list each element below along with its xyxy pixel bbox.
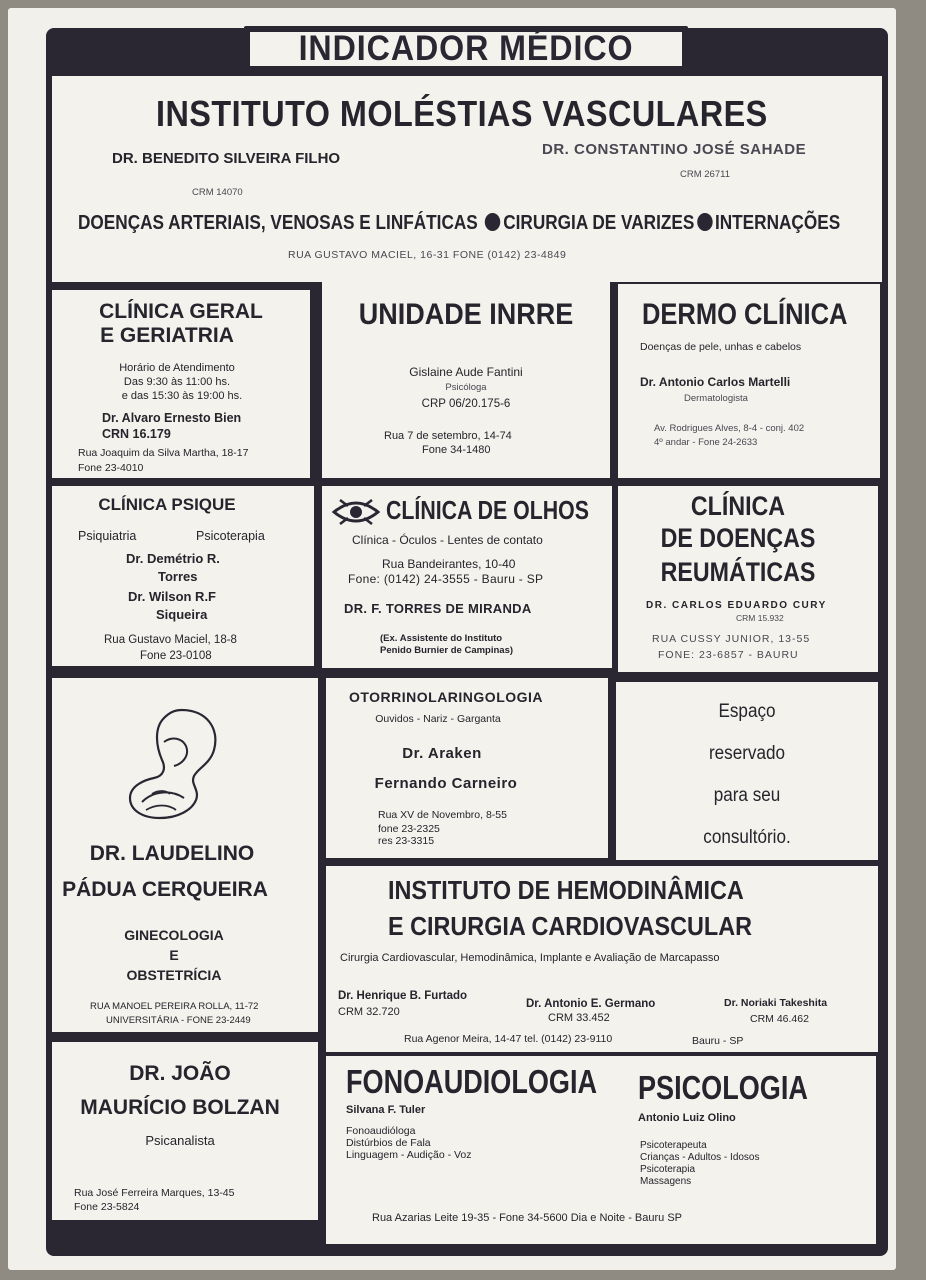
page-title-banner [244,26,688,72]
ad-clinica-geral [52,290,310,478]
address: RUA MANOEL PEREIRA ROLLA, 11-72 [90,1001,259,1012]
service: Distúrbios de Fala [346,1137,431,1149]
doctor-name: DR. JOÃO [129,1062,231,1085]
address: RUA GUSTAVO MACIEL, 16-31 FONE (0142) 23-4849 [288,249,567,261]
doctor-name: Dr. Henrique B. Furtado [338,990,468,1002]
doctor-crm: CRM 14070 [192,187,243,198]
ad-title: E CIRURGIA CARDIOVASCULAR [388,911,753,941]
specialties-line [78,212,840,234]
service: Psicoterapeuta [640,1140,707,1151]
placeholder-text: Espaço [718,701,776,722]
hours: Das 9:30 às 11:00 hs. [123,376,231,388]
ad-title: UNIDADE INRRE [358,298,574,331]
person-name: Silvana F. Tuler [346,1104,426,1116]
phone: Fone 23-5824 [74,1201,140,1213]
address: Rua Bandeirantes, 10-40 [382,557,516,571]
doctor-name: Dr. Antonio E. Germano [526,998,656,1010]
address: Rua Gustavo Maciel, 18-8 [104,634,237,646]
person-name: Gislaine Aude Fantini [409,365,523,379]
doctor-crm: CRM 26711 [680,169,730,180]
phone: FONE: 23-6857 - BAURU [658,649,799,661]
phone: fone 23-2325 [378,823,440,835]
doctor-name: PÁDUA CERQUEIRA [62,878,268,901]
address: Rua Azarias Leite 19-35 - Fone 34-5600 Dia e Noite - Bauru SP [372,1212,683,1224]
phone: Fone 34-1480 [422,444,491,456]
specialty: Psicoterapia [196,529,265,543]
phone-residence: res 23-3315 [378,835,435,847]
person-name: Antonio Luiz Olino [638,1112,736,1124]
ad-title: CLÍNICA [690,491,786,521]
placeholder-text: para seu [713,785,781,806]
doctor-name: Dr. Demétrio R. [126,551,220,566]
ad-bolzan [52,1042,318,1220]
specialty: GINECOLOGIA [124,927,224,943]
ad-fono-psicologia [326,1056,876,1244]
hours: e das 15:30 às 19:00 hs. [121,390,243,402]
person-role: Psicóloga [445,382,487,393]
specialty: Psicanalista [145,1133,215,1148]
ad-otorrino [326,678,608,858]
doctor-name: DR. CONSTANTINO JOSÉ SAHADE [542,141,807,158]
ad-laudelino [52,678,318,1032]
ad-title: FONOAUDIOLOGIA [346,1063,598,1100]
specialty: E [169,947,179,963]
services: Clínica - Óculos - Lentes de contato [352,533,543,547]
phone: Fone 23-0108 [140,650,212,662]
placeholder-text: reservado [708,743,786,764]
description: Ouvidos - Nariz - Garganta [375,713,501,725]
specialty: DOENÇAS ARTERIAIS, VENOSAS E LINFÁTICAS [78,212,478,234]
ad-title: E GERIATRIA [100,324,234,347]
ad-title: CLÍNICA GERAL [99,300,263,323]
ad-title: OTORRINOLARINGOLOGIA [348,689,544,705]
address: Rua Agenor Meira, 14-47 tel. (0142) 23-9110 [404,1033,613,1045]
address: Av. Rodrigues Alves, 8-4 - conj. 402 [654,423,805,434]
service: Psicoterapia [640,1164,696,1175]
service: Linguagem - Audição - Voz [346,1149,472,1161]
address: Rua 7 de setembro, 14-74 [384,430,512,442]
city: Bauru - SP [692,1035,744,1047]
description: Cirurgia Cardiovascular, Hemodinâmica, Implante e Avaliação de Marcapasso [340,952,720,964]
person-role: Fonoaudióloga [346,1125,416,1137]
doctor-crm: CRM 15.932 [736,613,784,623]
ad-unidade-inrre [322,280,610,478]
specialty: INTERNAÇÕES [714,212,841,234]
mother-child-illustration-icon [124,706,234,826]
doctor-name: MAURÍCIO BOLZAN [80,1096,280,1119]
doctor-name: Dr. Alvaro Ernesto Bien [102,411,242,425]
doctor-crm: CRM 32.720 [338,1006,400,1018]
doctor-name: Dr. Araken [402,745,482,762]
doctor-name: DR. F. TORRES DE MIRANDA [344,601,532,616]
doctor-name: Dr. Antonio Carlos Martelli [640,375,791,389]
doctor-name: Siqueira [156,607,208,622]
specialty: CIRURGIA DE VARIZES [503,212,695,234]
ad-clinica-olhos [322,486,612,668]
ad-clinica-reumaticas [618,486,878,672]
doctor-name: DR. BENEDITO SILVEIRA FILHO [112,150,341,167]
address: RUA CUSSY JUNIOR, 13-55 [652,633,811,645]
phone: Fone 23-4010 [78,462,144,474]
ad-title: DE DOENÇAS [660,523,816,553]
ad-title: DERMO CLÍNICA [642,298,848,331]
address: Rua José Ferreira Marques, 13-45 [74,1187,235,1199]
note: (Ex. Assistente do Instituto [380,633,503,644]
doctor-name: DR. LAUDELINO [89,842,255,865]
crp-number: CRP 06/20.175-6 [421,398,511,410]
doctor-crm: CRM 33.452 [548,1012,610,1024]
page-title: INDICADOR MÉDICO [298,29,634,68]
bullet-icon [697,213,712,231]
bullet-icon [485,213,500,231]
ad-clinica-psique [52,486,314,666]
doctor-name: Dr. Wilson R.F [128,589,216,604]
doctor-crm: CRM 46.462 [750,1013,809,1025]
placeholder-text: consultório. [703,827,791,848]
ad-hemodinamica [326,866,878,1052]
doctor-name: DR. CARLOS EDUARDO CURY [646,600,827,611]
note: Penido Burnier de Campinas) [380,645,514,656]
ad-title: INSTITUTO MOLÉSTIAS VASCULARES [156,93,768,134]
ad-title: CLÍNICA DE OLHOS [386,495,589,525]
ad-title: INSTITUTO DE HEMODINÂMICA [388,875,744,905]
specialty: Psiquiatria [78,529,137,543]
doctor-name: Torres [158,569,198,584]
ad-title: PSICOLOGIA [638,1069,808,1106]
doctor-name: Dr. Noriaki Takeshita [724,997,828,1009]
service: Crianças - Adultos - Idosos [640,1152,760,1163]
service: Massagens [640,1176,692,1187]
phone: 4º andar - Fone 24-2633 [654,437,758,448]
specialty: OBSTETRÍCIA [126,967,222,983]
address: Rua XV de Novembro, 8-55 [378,809,507,821]
ad-title: REUMÁTICAS [660,557,816,587]
ad-title: CLÍNICA PSIQUE [98,495,236,514]
address: Rua Joaquim da Silva Martha, 18-17 [78,447,249,459]
phone: Fone: (0142) 24-3555 - Bauru - SP [348,572,544,586]
magazine-page [8,8,896,1270]
doctor-crm: CRN 16.179 [102,427,171,441]
hours-label: Horário de Atendimento [119,362,235,374]
description: Doenças de pele, unhas e cabelos [640,341,802,353]
ad-espaco-reservado [616,682,878,860]
ad-dermo-clinica [618,284,880,478]
doctor-name: Fernando Carneiro [374,775,518,792]
eye-logo-icon [332,496,380,528]
ad-instituto-vasculares [52,76,882,282]
doctor-role: Dermatologista [684,393,748,404]
phone: UNIVERSITÁRIA - FONE 23-2449 [106,1015,251,1026]
